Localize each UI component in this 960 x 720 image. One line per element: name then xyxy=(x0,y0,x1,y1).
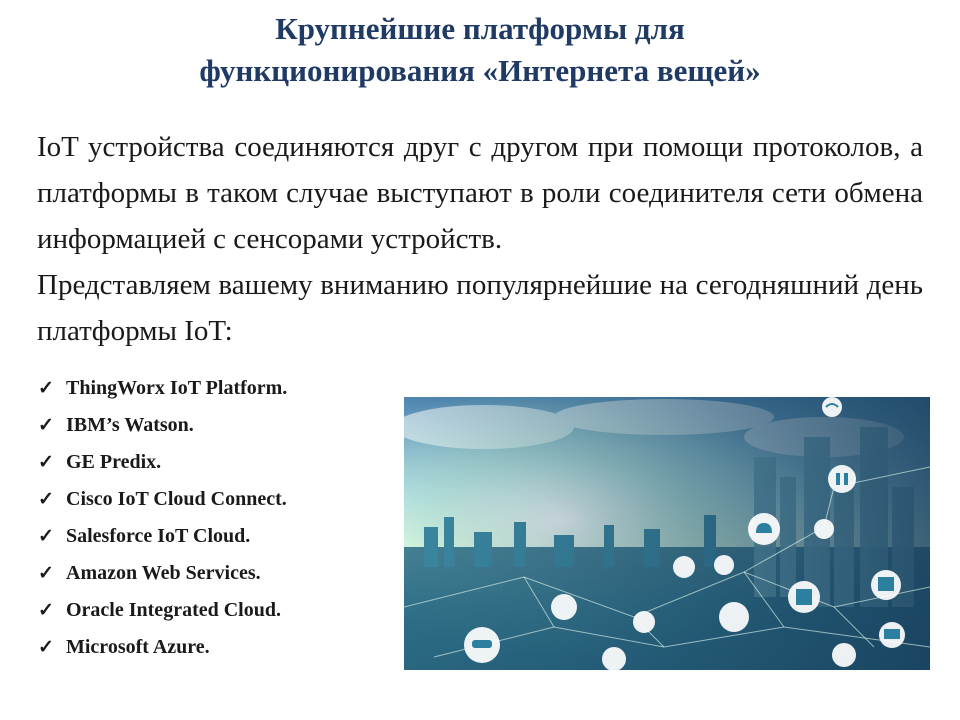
platform-item xyxy=(38,518,398,555)
platform-item xyxy=(38,592,398,629)
check-mark-icon: ✓ xyxy=(38,415,54,436)
platform-item xyxy=(38,407,398,444)
intro-paragraph-2: Представляем вашему вниманию популярнейшие на сегодняшний день платформы IoT: xyxy=(37,269,923,347)
platform-item xyxy=(38,370,398,407)
platform-label: Microsoft Azure. xyxy=(66,636,210,658)
platform-label: ThingWorx IoT Platform. xyxy=(66,377,288,399)
slide-title-line-2: функционирования «Интернета вещей» xyxy=(199,53,761,88)
check-mark-icon: ✓ xyxy=(38,489,54,510)
platform-item xyxy=(38,555,398,592)
slide-title-line-1: Крупнейшие платформы для xyxy=(275,11,685,46)
intro-paragraph-1: IoT устройства соединяются друг с другом при помощи протоколов, а платформы в таком случае выступают в роли соединителя сети обмена информацией с сенсорами устройств. xyxy=(37,131,923,255)
check-mark-icon: ✓ xyxy=(38,526,54,547)
check-mark-icon: ✓ xyxy=(38,637,54,658)
platform-label: Amazon Web Services. xyxy=(66,562,261,584)
smart-city-iot-network-photo xyxy=(404,397,930,670)
platform-label: Oracle Integrated Cloud. xyxy=(66,599,281,621)
platform-list xyxy=(38,370,398,666)
check-mark-icon: ✓ xyxy=(38,563,54,584)
platform-label: GE Predix. xyxy=(66,451,162,473)
check-mark-icon: ✓ xyxy=(38,378,54,399)
check-mark-icon: ✓ xyxy=(38,452,54,473)
check-mark-icon: ✓ xyxy=(38,600,54,621)
platform-label: IBM’s Watson. xyxy=(66,414,194,436)
platform-item xyxy=(38,444,398,481)
slide-title xyxy=(40,8,920,92)
intro-text xyxy=(37,124,923,354)
platform-label: Cisco IoT Cloud Connect. xyxy=(66,488,287,510)
platform-label: Salesforce IoT Cloud. xyxy=(66,525,251,547)
platform-item xyxy=(38,481,398,518)
platform-item xyxy=(38,629,398,666)
